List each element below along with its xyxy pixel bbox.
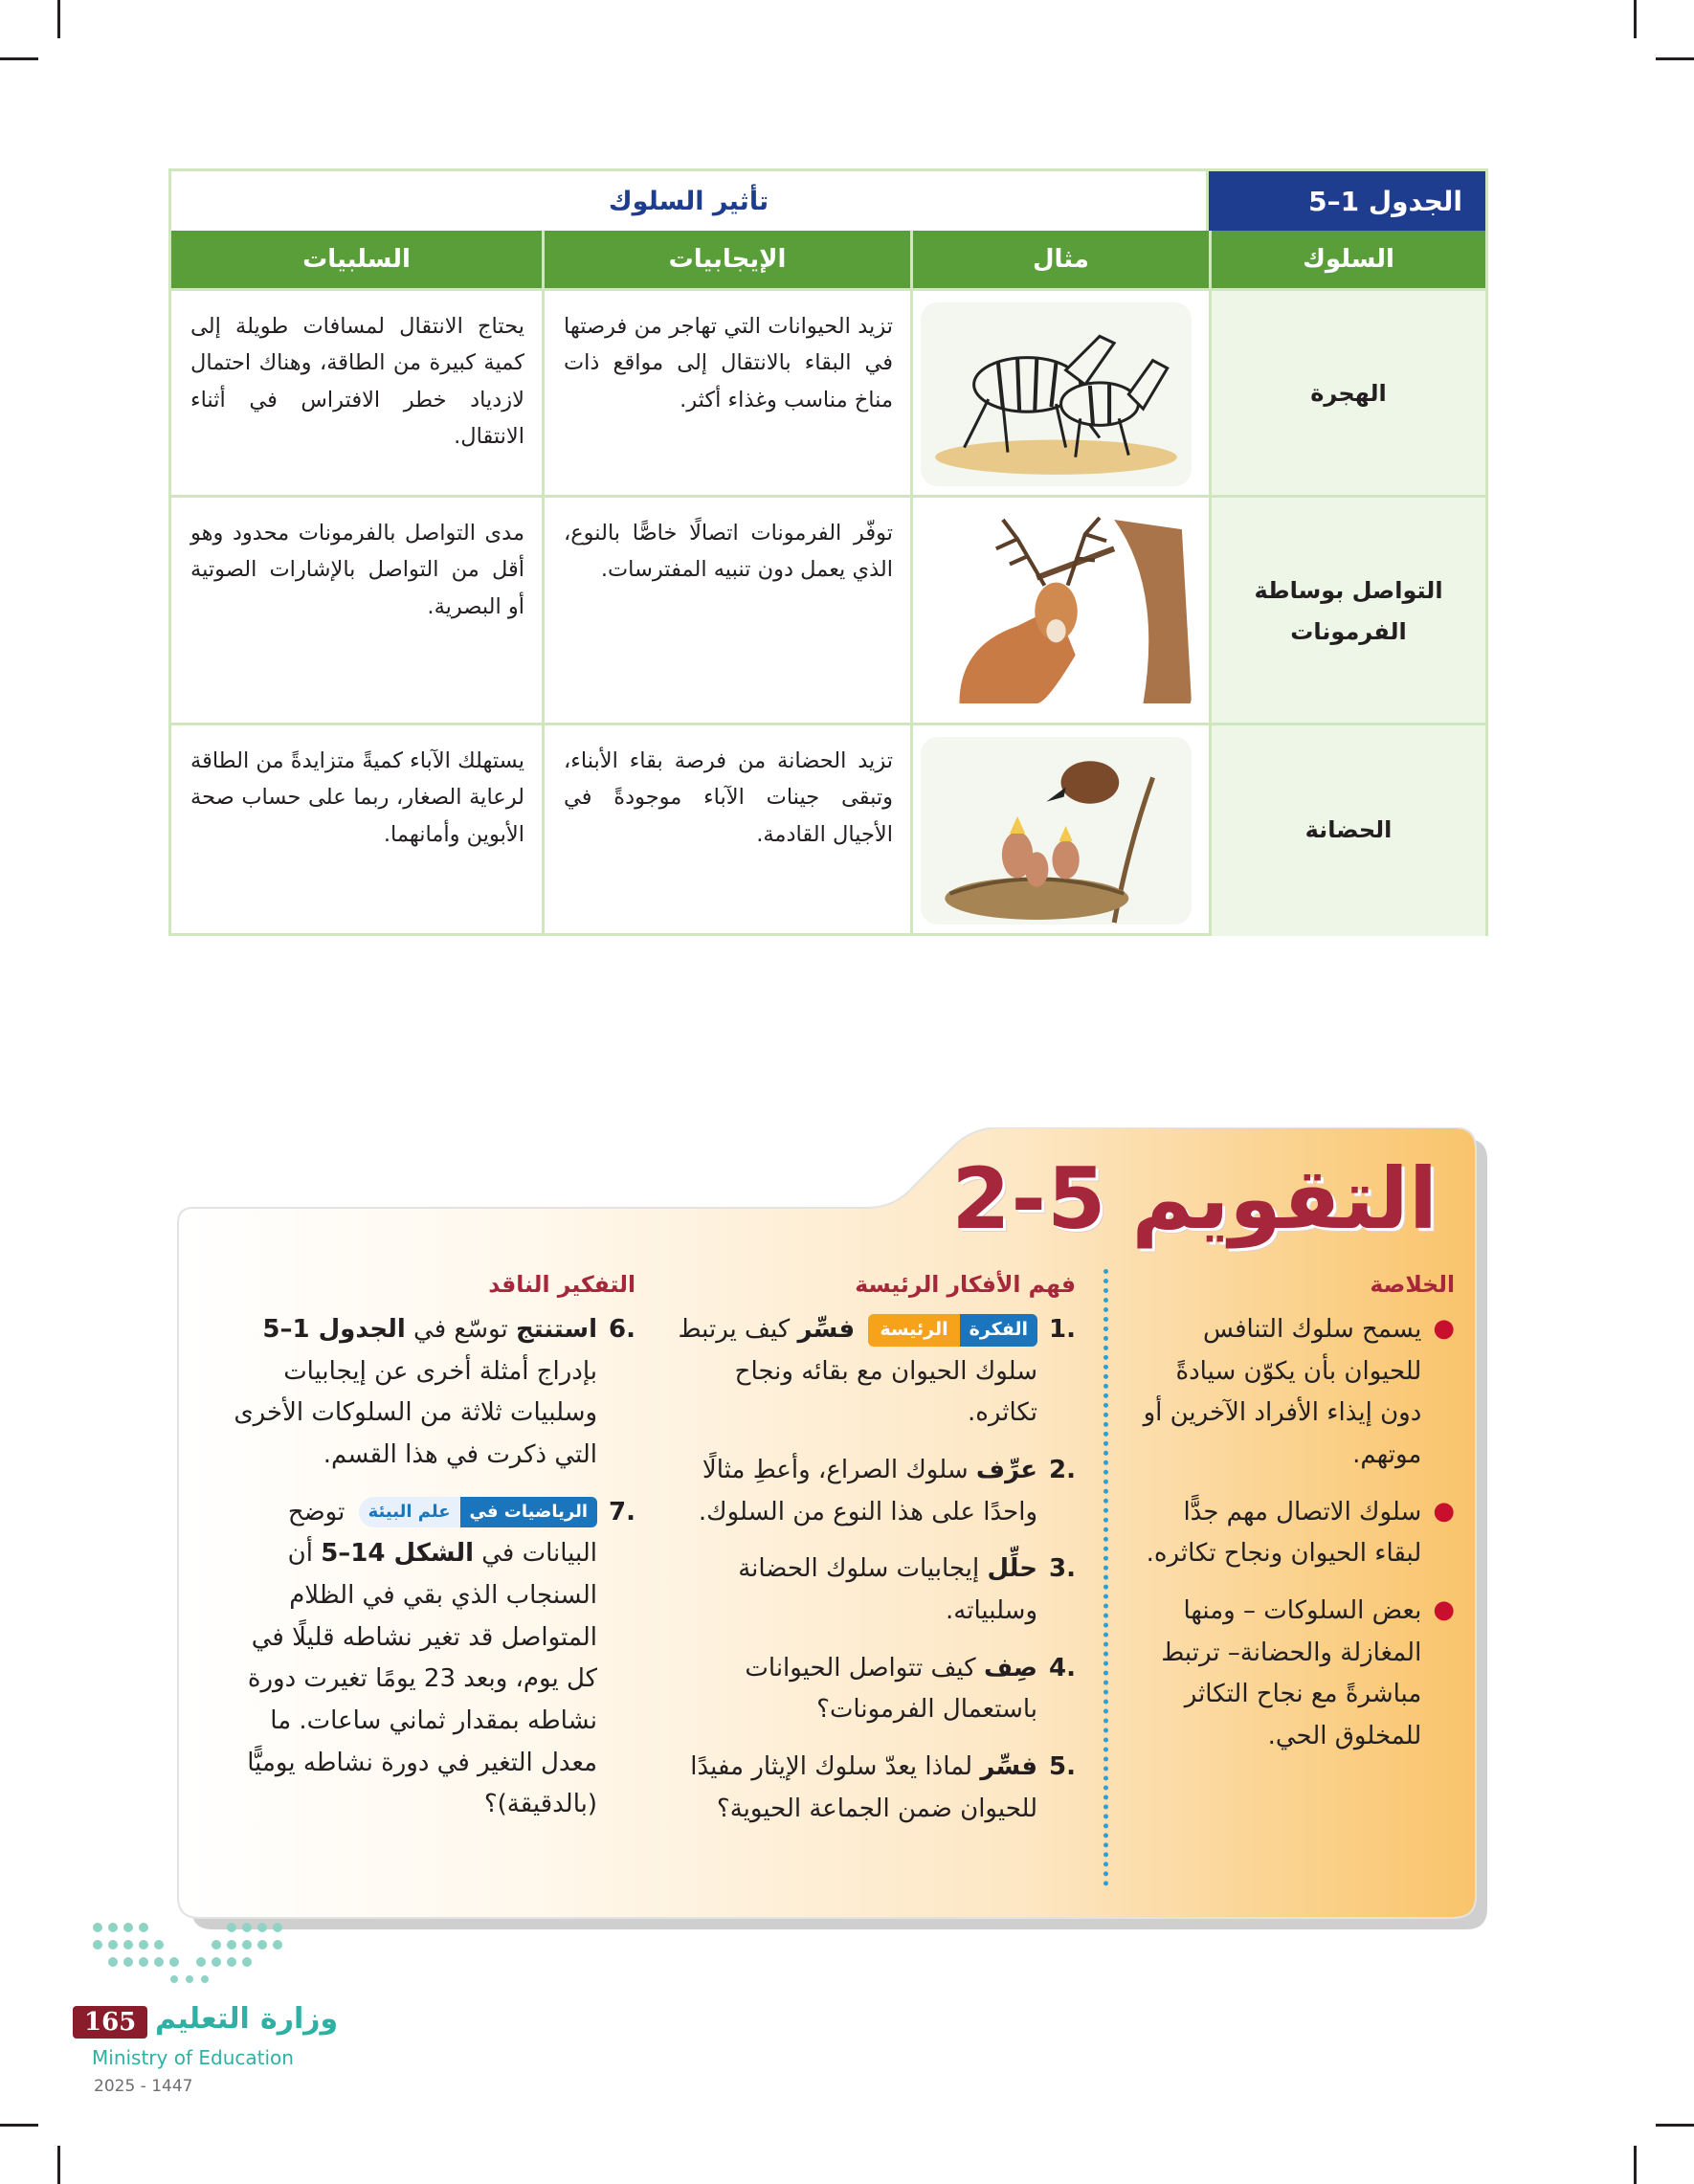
cons-cell: يحتاج الانتقال لمسافات طويلة إلى كمية كبيرة من الطاقة، وهناك احتمال لازدياد خطر الافتراس في أثناء الانتقال. [190, 314, 524, 449]
section-review-box [168, 1127, 1487, 1929]
bullet-dot-icon: ● [1433, 1496, 1455, 1526]
question-number: 4. [1049, 1653, 1076, 1683]
table-header-row [171, 231, 1485, 288]
table-row [171, 288, 1485, 498]
question-text: بإدراج أمثلة أخرى عن إيجابيات وسلبيات ثلاثة من السلوكات الأخرى التي ذكرت في هذا القسم. [234, 1356, 598, 1470]
question-item [674, 1309, 1076, 1435]
question-verb: حلِّل [987, 1554, 1038, 1584]
question-item [674, 1549, 1076, 1632]
crop-mark [57, 0, 60, 38]
question-number: 1. [1049, 1315, 1076, 1344]
question-item [214, 1309, 635, 1477]
review-title [951, 1150, 1438, 1246]
critical-thinking-heading: التفكير الناقد [488, 1271, 635, 1298]
summary-bullet-text: يسمح سلوك التنافس للحيوان بأن يكوّن سيادةً دون إيذاء الأفراد الآخرين أو موتهم. [1143, 1315, 1422, 1470]
question-text: توسّع في [413, 1315, 508, 1344]
main-idea-tag-label: الرئيسة [868, 1314, 959, 1347]
question-verb: استنتج [515, 1315, 598, 1344]
summary-bullet [1139, 1309, 1455, 1477]
header-behavior: السلوك [1209, 231, 1485, 288]
example-cell [910, 725, 1209, 936]
bullet-dot-icon: ● [1433, 1595, 1455, 1625]
ministry-name-ar: وزارة [260, 2002, 339, 2036]
ministry-name-en: Ministry of Education [92, 2046, 294, 2069]
behavior-cell: الحضانة [1209, 725, 1485, 936]
pros-cell: تزيد الحضانة من فرصة بقاء الأبناء، وتبقى جينات الآباء موجودةً في الأجيال القادمة. [542, 725, 910, 936]
ministry-logo-icon [88, 1918, 308, 1998]
math-tag-label: علم البيئة [359, 1497, 460, 1527]
question-number: 3. [1049, 1554, 1076, 1584]
ministry-name-ar: التعليم [155, 2002, 250, 2036]
question-text: كيف تتواصل الحيوانات باستعمال الفرمونات؟ [745, 1653, 1038, 1725]
question-verb: صِف [983, 1653, 1038, 1683]
main-ideas-heading: فهم الأفكار الرئيسة [855, 1271, 1076, 1298]
math-in-ecology-tag [359, 1497, 597, 1527]
summary-bullet-text: بعض السلوكات – ومنها المغازلة والحضانة– ترتبط مباشرةً مع نجاح التكاثر للمخلوق الحي. [1161, 1596, 1422, 1751]
review-title-word: التقويم [1131, 1148, 1438, 1248]
page-number: 165 [73, 2006, 147, 2039]
summary-bullet [1139, 1591, 1455, 1758]
question-number: 7. [609, 1497, 635, 1527]
summary-bullet [1139, 1492, 1455, 1575]
question-item [674, 1450, 1076, 1533]
question-verb: فسِّر [980, 1752, 1038, 1782]
summary-bullet-text: سلوك الاتصال مهم جدًّا لبقاء الحيوان ونجاح تكاثره. [1146, 1497, 1422, 1569]
question-item [214, 1492, 635, 1826]
question-text: لماذا يعدّ سلوك الإيثار مفيدًا للحيوان ضمن الجماعة الحيوية؟ [690, 1752, 1038, 1823]
question-item [674, 1747, 1076, 1830]
table-row [171, 495, 1485, 725]
crop-mark [1656, 2124, 1694, 2127]
example-cell [910, 291, 1209, 498]
question-number: 5. [1049, 1752, 1076, 1782]
question-item [674, 1648, 1076, 1731]
column-divider [1103, 1269, 1108, 1886]
edition-year: 2025 - 1447 [94, 2077, 193, 2096]
summary-heading: الخلاصة [1370, 1271, 1455, 1298]
example-cell [910, 498, 1209, 725]
pros-cell: توفّر الفرمونات اتصالًا خاصًّا بالنوع، الذي يعمل دون تنبيه المفترسات. [542, 498, 910, 725]
critical-thinking-column [214, 1271, 635, 1841]
crop-mark [57, 2146, 60, 2184]
cons-cell: يستهلك الآباء كميةً متزايدةً من الطاقة لرعاية الصغار، ربما على حساب صحة الأبوين وأمانهما. [190, 748, 524, 847]
question-verb: فسِّر [797, 1315, 856, 1344]
table-reference: الجدول 1–5 [262, 1315, 406, 1344]
pros-cell: تزيد الحيوانات التي تهاجر من فرصتها في البقاء بالانتقال إلى مواقع ذات مناخ مناسب وغذاء أكثر. [542, 291, 910, 498]
summary-column [1139, 1271, 1455, 1773]
crop-mark [1656, 57, 1694, 60]
zebra-illustration-icon [921, 302, 1192, 486]
review-title-number: 2-5 [951, 1148, 1107, 1248]
header-cons: السلبيات [302, 245, 411, 274]
bird-nest-illustration-icon [921, 737, 1192, 925]
question-text: سلوك الصراع، وأعطِ مثالًا واحدًا على هذا النوع من السلوك. [698, 1456, 1038, 1527]
main-ideas-column [674, 1271, 1076, 1845]
behavior-cell: التواصل بوساطة الفرمونات [1209, 498, 1485, 725]
math-tag-label: الرياضيات في [460, 1497, 598, 1527]
header-example: مثال [910, 231, 1209, 288]
behavior-effects-table [168, 168, 1488, 936]
bullet-dot-icon: ● [1433, 1314, 1455, 1343]
main-idea-tag-label: الفكرة [960, 1314, 1037, 1347]
question-text: إيجابيات سلوك الحضانة وسلبياته. [738, 1554, 1038, 1626]
question-text: أن السنجاب الذي بقي في الظلام المتواصل قد تغير نشاطه قليلًا في كل يوم، وبعد 23 يومًا تغيرت دورة نشاطه بمقدار ثماني ساعات. ما معدل التغير في دورة نشاطه يوميًّا (بالدقيقة)؟ [247, 1539, 598, 1819]
table-title-row [171, 171, 1485, 231]
crop-mark [1634, 0, 1637, 38]
figure-reference: الشكل 14–5 [321, 1539, 474, 1569]
table-row [171, 723, 1485, 936]
question-verb: عرِّف [975, 1456, 1038, 1485]
table-caption: الجدول 1–5 [1209, 171, 1485, 231]
question-number: 6. [609, 1315, 635, 1344]
deer-illustration-icon [921, 509, 1192, 714]
cons-cell: مدى التواصل بالفرمونات محدود وهو أقل من التواصل بالإشارات الصوتية أو البصرية. [190, 521, 524, 619]
question-text: كيف يرتبط سلوك الحيوان مع بقائه ونجاح تكاثره. [678, 1315, 1038, 1428]
behavior-cell: الهجرة [1209, 291, 1485, 498]
header-pros: الإيجابيات [542, 231, 910, 288]
main-idea-tag [868, 1314, 1037, 1347]
table-subtitle: تأثير السلوك [171, 171, 1209, 231]
crop-mark [0, 2124, 38, 2127]
crop-mark [1634, 2146, 1637, 2184]
question-text: توضح البيانات في [287, 1497, 598, 1569]
question-number: 2. [1049, 1456, 1076, 1485]
crop-mark [0, 57, 38, 60]
